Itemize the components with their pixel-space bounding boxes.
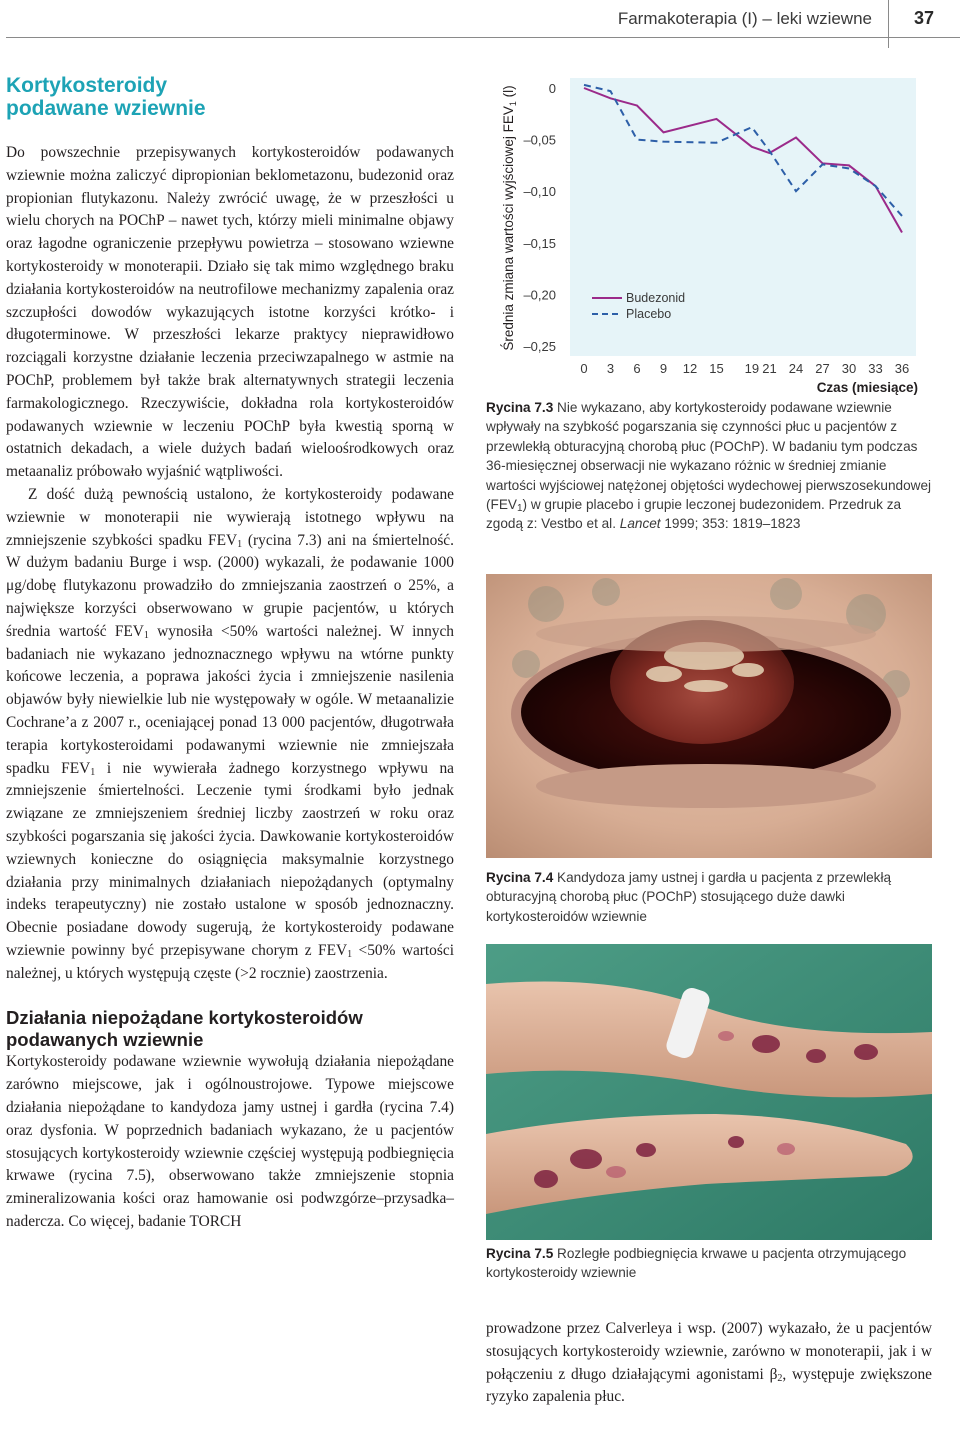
y-tick-label: –0,10 <box>523 184 556 200</box>
section2-title-line1: Działania niepożądane kortykosteroidów <box>6 1007 363 1029</box>
x-tick-label: 33 <box>868 361 883 376</box>
p2-text-d: i nie wywierała żadnego korzystnego wpływu na zmniejszenie śmiertelności. Leczenie tymi środkami było jednak związane ze zmniejszeniem średniej liczby zaostrzeń w roku oraz szybkości pogarszania się jakości życia. Dawkowanie kortykosteroidów wziewnych konieczne do osiągnięcia maksymalnie korzystnego działania przy minimalnych działaniach niepożądanych (optymalny indeks terapeutyczny) nie zostało ustalone w sposób jednoznaczny. Obecnie posiadane dowody sugerują, że kortykosteroidy podawane wziewnie powinny być przepisywane chorym z FEV <box>6 759 454 959</box>
fev-subscript: 1 <box>143 629 149 641</box>
beta-subscript: 2 <box>777 1372 783 1384</box>
section-title <box>6 74 454 120</box>
x-tick-label: 24 <box>788 361 804 376</box>
figure-7-3-label: Rycina 7.3 <box>486 400 554 415</box>
x-tick-label: 15 <box>709 361 724 376</box>
x-tick-label: 27 <box>815 361 830 376</box>
fev1-chart-svg <box>486 70 960 400</box>
figure-7-4-caption: Rycina 7.4 Kandydoza jamy ustnej i gardła u pacjenta z przewlekłą obturacyjną chorobą płuc (POChP) stosującego duże dawki kortykosteroidów wziewnie <box>486 870 892 924</box>
running-title: Farmakoterapia (I) – leki wziewne <box>617 9 872 28</box>
y-tick-label: 0 <box>548 81 556 96</box>
paragraph-1: Do powszechnie przepisywanych kortykosteroidów podawanych wziewnie można zaliczyć dipropionian beklometazonu, budezonid oraz propionian flutykazonu. Należy zwrócić uwagę, że w przeszłości u wielu chorych na POChP – nawet tych, którzy mieli minimalne objawy oraz łagodne ograniczenie przepływu powietrza – stosowano wziewne kortykosteroidy w monoterapii. Działo się tak mimo względnego braku działania kortykosteroidów na neutrofilowe mechanizmy zapalenia oraz szczupłości dowodów wykazujących istotne korzyści krótko- i długoterminowe. W przeszłości lekarze praktycy nieprawidłowo rozciągali korzystne działanie leczenia przeciwzapalnego w astmie na POChP, problemem był także brak alternatywnych strategii leczenia farmakologicznego. Rzeczywiście, dokładna rola kortykosteroidów podawanych wziewnie w leczeniu POChP była kwestią sporną w ostatnich dekadach, a wiele dużych badań wieloośrodkowych oraz metaanaliz próbowało wyjaśnić wątpliwości. <box>6 144 454 481</box>
y-tick-label: –0,25 <box>523 339 556 354</box>
figure-7-5-caption: Rycina 7.5 Rozległe podbiegnięcia krwawe u pacjenta otrzymującego kortykosteroidy wziewnie <box>486 1246 907 1281</box>
p2-text-c: wynosiła <50% wartości należnej. W innych badaniach nie wykazano jednoznacznego wpływu na wtórne punkty końcowe leczenia, a poprawa jakości życia i zmniejszenie nasilenia objawów były niewielkie lub nie występowały w ogóle. W metaanalizie Cochrane’a z 2007 r., oceniającej ponad 13 000 pacjentów, długotrwała terapia kortykosteroidami podawanymi wziewnie nie zmniejszała spadku FEV <box>6 622 454 777</box>
right-column-text <box>486 1318 932 1409</box>
p2-text-b: (rycina 7.3) ani na śmiertelność. W dużym badaniu Burge i wsp. (2000) wykazali, że podawanie 1000 μg/dobę flutykazonu prowadziło do zmniejszania zaostrzeń o 25%, a największe korzyści obserwowano w grupie pacjentów, u których średnia wartość FEV <box>6 531 454 640</box>
section-title-line2: podawane wziewnie <box>6 97 206 120</box>
y-tick-label: –0,15 <box>523 235 556 251</box>
x-tick-label: 3 <box>606 361 615 376</box>
y-axis-label: Średnia zmiana wartości wyjściowej $FEV_1$ (l) <box>501 85 518 351</box>
header-rule <box>6 37 960 38</box>
journal-name: Lancet <box>619 516 661 532</box>
section2-paragraph-1: Kortykosteroidy podawane wziewnie wywołują działania niepożądane zarówno miejscowe, jak i ogólnoustrojowe. Typowe miejscowe działania niepożądane to kandydoza jamy ustnej i gardła (rycina 7.4) oraz dysfonia. W poprzednich badaniach wykazano, że u pacjentów stosujących kortykosteroidy wziewnie częściej występują podbiegnięcia krwawe (rycina 7.5), obserwowano także zmniejszenie stopnia zmineralizowania kości oraz hamowanie osi podwzgórze–przysadka–nadercza. Co więcej, badanie TORCH <box>6 1053 454 1231</box>
section2-title-line2: podawanych wziewnie <box>6 1029 204 1051</box>
y-tick-label: –0,05 <box>523 132 556 148</box>
p2-text-e: <50% wartości należnej, u których występują częste (>2 rocznie) zaostrzenia. <box>6 941 454 982</box>
section2-title <box>6 1007 454 1051</box>
figure-7-3-caption: Rycina 7.3 Nie wykazano, aby kortykosteroidy podawane wziewnie wpływały na szybkość pogarszania się czynności płuc u pacjentów z przewlekłą obturacyjną chorobą płuc (POChP). W badaniu tym podczas 36-miesięcznej obserwacji nie wykazano różnic w średniej zmianie wartości wyjściowej natężonej objętości wydechowej pierwszosekundowej $(FEV_1)$ w grupie placebo i grupie leczonej budezonidem. Przedruk za zgodą z: Vestbo et al. Lancet 1999; 353: 1819–1823 <box>486 400 932 532</box>
x-tick-label: 21 <box>762 361 777 376</box>
plot-area <box>570 78 916 356</box>
x-tick-label: 30 <box>841 361 857 376</box>
x-tick-label: 19 <box>744 361 760 376</box>
figure-7-5-label: Rycina 7.5 <box>486 1246 554 1261</box>
legend-label-placebo: Placebo <box>626 307 672 321</box>
left-column <box>6 74 454 1234</box>
page-number: 37 <box>913 8 935 28</box>
x-tick-label: 9 <box>659 361 668 376</box>
fev-subscript: 1 <box>90 766 96 778</box>
x-tick-label: 12 <box>682 361 698 376</box>
legend-label-budezonid: Budezonid <box>626 291 686 305</box>
fev1-chart <box>486 70 960 400</box>
figure-7-5-photo <box>486 944 932 1240</box>
x-tick-label: 6 <box>633 361 641 376</box>
p2-text-a: Z dość dużą pewnością ustalono, że kortykosteroidy podawane wziewnie w monoterapii nie wywierają istotnego wpływu na zmniejszenie szybkości spadku FEV <box>6 485 454 549</box>
section-title-line1: Kortykosteroidy <box>6 74 168 97</box>
x-axis-label: Czas (miesiące) <box>816 380 918 395</box>
figure-7-4-label: Rycina 7.4 <box>486 870 554 885</box>
figure-7-4-photo <box>486 574 932 858</box>
paragraph-2 <box>6 484 454 986</box>
x-tick-label: 0 <box>580 361 588 376</box>
fev-subscript: 1 <box>347 948 353 960</box>
y-tick-label: –0,20 <box>523 287 556 303</box>
section2-paragraph-2: prowadzone przez Calverleya i wsp. (2007) wykazało, że u pacjentów stosujących kortykosteroidy wziewnie, zarówno w monoterapii, jak i w połączeniu z długo działającymi agonistami $\beta_2$, występuje zwiększone ryzyko zapalenia płuc. <box>486 1320 932 1406</box>
x-tick-label: 36 <box>894 361 910 376</box>
fev-subscript: 1 <box>237 538 243 550</box>
